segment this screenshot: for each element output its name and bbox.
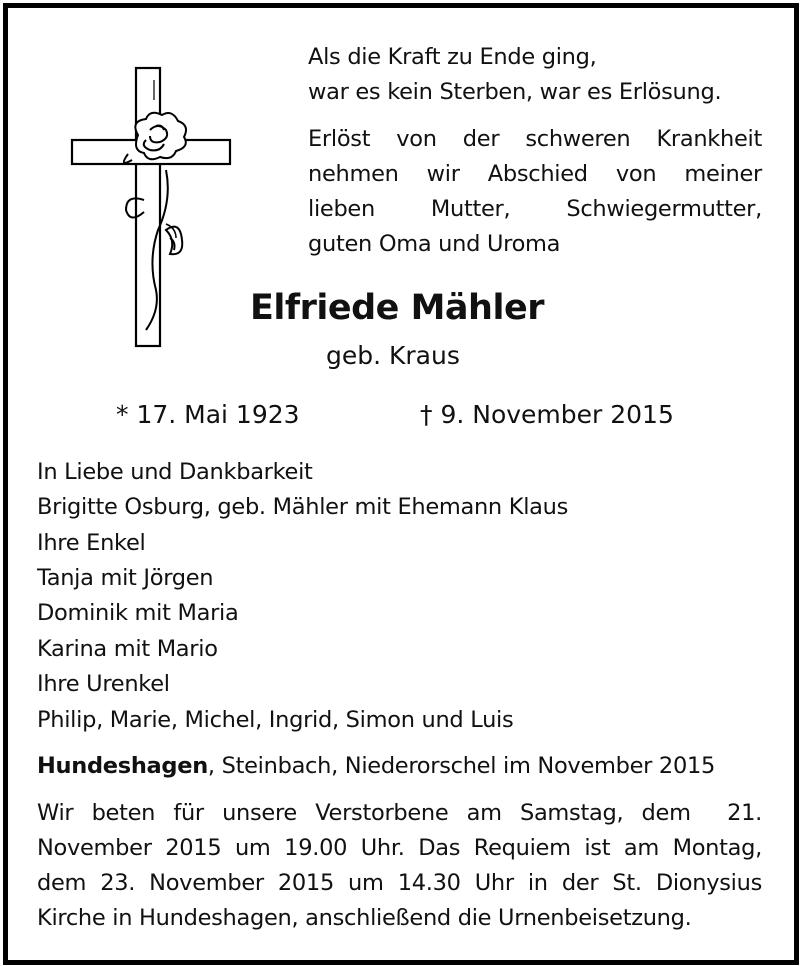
service-line-3: dem 23. November 2015 um 14.30 Uhr in der St. Dionysius (37, 870, 762, 896)
cross-with-rose-icon (66, 60, 236, 350)
mourner-line: In Liebe und Dankbarkeit (37, 459, 313, 485)
mourner-line: Ihre Enkel (37, 530, 146, 556)
death-date: † 9. November 2015 (420, 400, 674, 429)
mourner-line: Brigitte Osburg, geb. Mähler mit Ehemann Klaus (37, 494, 569, 520)
intro-line-4: guten Oma und Uroma (308, 231, 561, 257)
place-bold: Hundeshagen (37, 753, 208, 779)
poem-line-1: Als die Kraft zu Ende ging, (308, 44, 597, 70)
service-line-2: November 2015 um 19.00 Uhr. Das Requiem ist am Montag, (37, 835, 762, 861)
mourner-line: Philip, Marie, Michel, Ingrid, Simon und Luis (37, 707, 514, 733)
mourner-line: Karina mit Mario (37, 636, 218, 662)
birth-date: * 17. Mai 1923 (116, 400, 300, 429)
service-line-1: Wir beten für unsere Verstorbene am Samstag, dem 21. (37, 800, 762, 826)
place-rest: , Steinbach, Niederorschel im November 2015 (207, 753, 715, 779)
mourner-line: Ihre Urenkel (37, 671, 170, 697)
maiden-name: geb. Kraus (326, 341, 460, 370)
deceased-name: Elfriede Mähler (250, 288, 544, 328)
place-date-line (37, 749, 715, 784)
intro-line-3: lieben Mutter, Schwiegermutter, (308, 196, 762, 222)
mourner-line: Dominik mit Maria (37, 600, 239, 626)
intro-line-1: Erlöst von der schweren Krankheit (308, 126, 762, 152)
intro-line-2: nehmen wir Abschied von meiner (308, 161, 762, 187)
service-line-4: Kirche in Hundeshagen, anschließend die Urnenbeisetzung. (37, 905, 692, 931)
mourner-line: Tanja mit Jörgen (37, 565, 214, 591)
poem-line-2: war es kein Sterben, war es Erlösung. (308, 79, 722, 105)
